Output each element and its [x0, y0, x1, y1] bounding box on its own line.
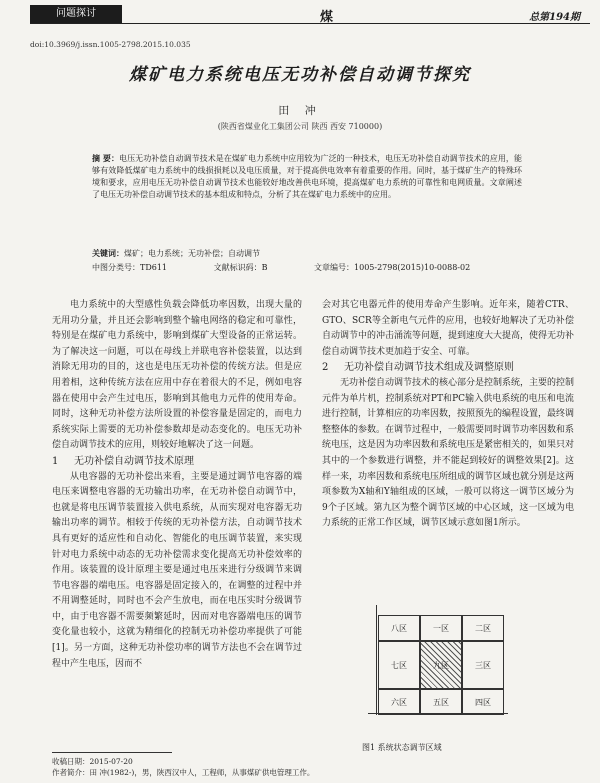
article-number: 文章编号：1005-2798(2015)10-0088-02: [314, 263, 471, 272]
right-column: [322, 298, 574, 532]
section-1-title: 无功补偿自动调节技术原理: [74, 455, 194, 467]
section-2-number: 2: [322, 362, 329, 374]
intro-paragraph: 电力系统中的大型感性负载会降低功率因数，出现大量的无用功分量，并且还会影响到整个输电网络的稳定和可靠性，特别是在煤矿电力系统中，影响到煤矿大型设备的正常运转。为了解决这一问题，可以在母线上并联电容补偿装置，以达到消除无用功的目的，这也是电压无功补偿的传统方法。但是应用着相，这种传统方法在应用中存在着很大的不足，例如电容器在使用中会产生过电压，影响到其他电力元件的使用寿命。同时，这种无功补偿方法所设置的补偿容量是固定的，而电力系统实际上需要的无功补偿参数却是动态变化的。电压无功补偿自动调节技术的应用，则较好地解决了这一问题。: [52, 300, 302, 451]
abstract-label: 摘 要：: [92, 153, 120, 163]
section-2-title: 无功补偿自动调节技术组成及调整原则: [344, 362, 514, 374]
region-cell: 一区: [420, 615, 462, 641]
region-cell: 六区: [378, 689, 420, 715]
region-cell: 四区: [462, 689, 504, 715]
section-label: 问题探讨: [30, 5, 122, 23]
section-2-heading: [322, 360, 574, 376]
abstract-text: 电压无功补偿自动调节技术是在煤矿电力系统中应用较为广泛的一种技术，电压无功补偿自动调节技术的应用，能够有效降低煤矿电力系统中的线损损耗以及电压质量，对于提高供电效率有着重要的作用。同时，基于煤矿生产的特殊环境和要求，应用电压无功补偿自动调节技术也能较好地改善供电环境，提高煤矿电力系统的可靠性和电网质量。文章阐述了电压无功补偿自动调节技术的基本组成和特点，分析了其在煤矿电力系统中的应用。: [92, 154, 522, 199]
doi: doi:10.3969/j.issn.1005-2798.2015.10.035: [30, 40, 191, 49]
section-1-paragraph: 从电容器的无功补偿出来看，主要是通过调节电容器的端电压来调整电容器的无功输出功率，在无功补偿自动调节中，也就是将电压调节装置接入供电系统，从而实现对电容器无功输出功率的调节。相较于传统的无功补偿方法，自动调节技术具有更好的适应性和自动化、智能化的电压调节装置，来实现针对电力系统中动态的无功补偿需求变化提高无功补偿效率的作用。该装置的设计原理主要是通过电压来进行分级调节来调节电容器的端电压。电容器是固定接入的，在调整的过程中并不用调整延时，同时也不会产生放电，而在电压实时分级调节中，由于电容器不需要频繁延时，因而对电容器端电压的调节变化量也较小，这就为精细化的控制无功补偿功率提供了可能[1]。另一方面，这种无功补偿功率的调节方法也不会在调节过程中产生电压，因而不: [52, 471, 302, 669]
section-1-heading: [52, 454, 302, 470]
region-cell: 五区: [420, 689, 462, 715]
classification-line: [92, 262, 522, 273]
region-grid: [378, 615, 504, 715]
region-cell: 二区: [462, 615, 504, 641]
affiliation: (陕西省煤业化工集团公司 陕西 西安 710000): [217, 122, 383, 131]
region-cell: 七区: [378, 641, 420, 689]
received-date: 收稿日期：2015-07-20: [52, 757, 133, 766]
region-cell: 八区: [378, 615, 420, 641]
footnote: [52, 756, 314, 778]
footnote-divider: [52, 752, 172, 753]
keywords-text: 煤矿；电力系统；无功补偿；自动调节: [124, 249, 260, 258]
clc-code: 中图分类号：TD611: [92, 263, 168, 272]
region-cell: 三区: [462, 641, 504, 689]
region-cell-center: 九区: [420, 641, 462, 689]
journal-logo: 煤: [320, 10, 334, 25]
section-1-number: 1: [52, 455, 59, 467]
figure-1: [368, 605, 518, 735]
abstract: [92, 152, 522, 201]
author: 田 冲: [278, 104, 322, 117]
paper-title: 煤矿电力系统电压无功补偿自动调节探究: [129, 65, 471, 85]
keywords: [92, 248, 522, 259]
continued-paragraph: 会对其它电器元件的使用寿命产生影响。近年来，随着CTR、GTO、SCR等全新电气元件的应用，也较好地解决了无功补偿自动调节中的冲击涌流等问题，提到速度大大提高，使得无功补偿自动调节技术更加趋于安全、可靠。: [322, 300, 575, 357]
y-axis: [376, 605, 377, 715]
section-2-paragraph: 无功补偿自动调节技术的核心部分是控制系统，主要的控制元件为单片机，控制系统对PT和PC输入供电系统的电压和电流进行控制，计算相应的功率因数，按照预先的编程设置，最终调整整体的参数。在调节过程中，一般需要同时调节功率因数和系统电压，这是因为功率因数和系统电压是紧密相关的，如果只对其中的一个参数进行调整，并不能起到较好的调整效果[2]。这样一来，功率因数和系统电压所组成的调节区域也就分别是这两项参数为X轴和Y轴组成的区域，一般可以将这一调节区域分为9个子区域。第九区为整个调节区域的中心区域，这一区域为电力系统的正常工作区域，调节区域示意如图1所示。: [322, 377, 575, 529]
doc-code: 文献标识码：B: [213, 263, 268, 272]
author-bio: 作者简介：田 冲(1982-)，男，陕西汉中人，工程师，从事煤矿供电管理工作。: [52, 768, 315, 777]
left-column: [52, 298, 302, 672]
running-header: [30, 5, 590, 24]
keywords-label: 关键词：: [92, 248, 124, 258]
page-label: 总第194期: [529, 12, 580, 23]
figure-caption: 图1 系统状态调节区域: [362, 743, 442, 752]
